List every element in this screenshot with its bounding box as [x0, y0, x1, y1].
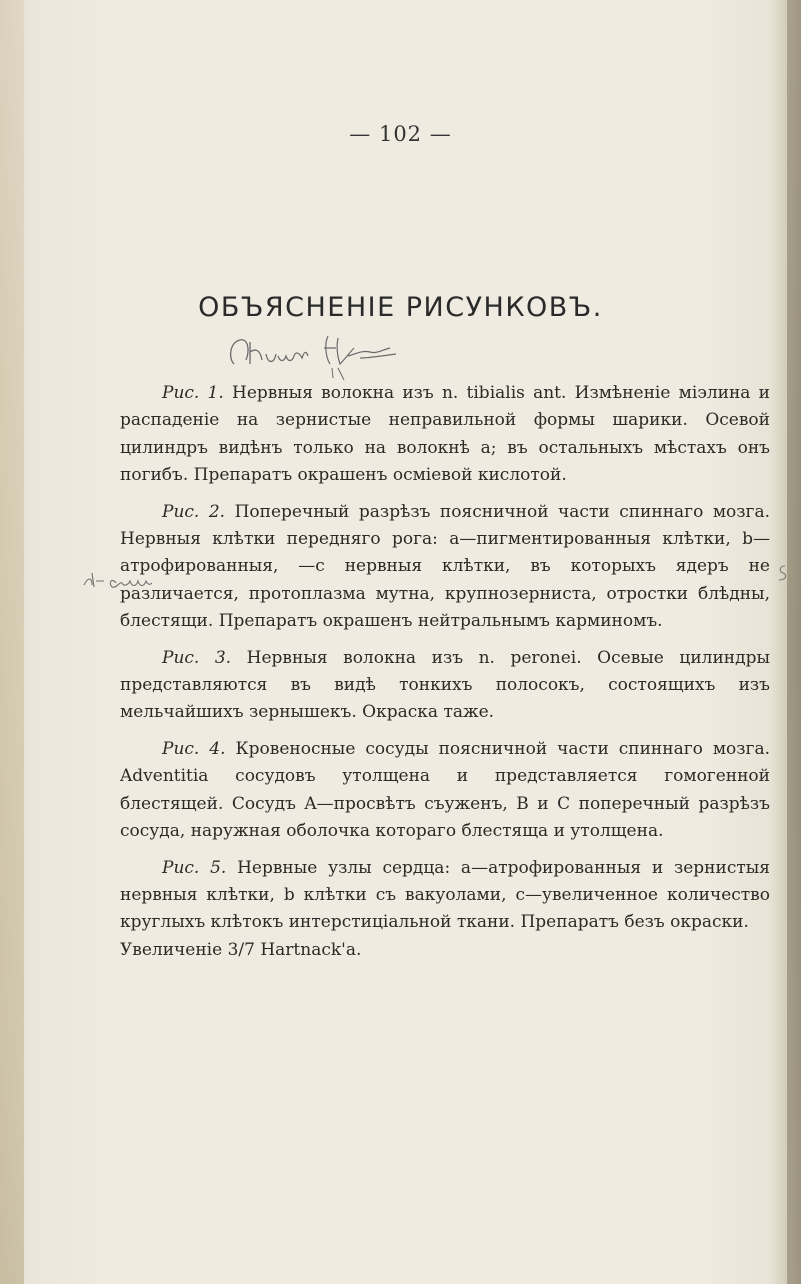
page-edge-right [787, 0, 801, 1284]
figure-2-text: Поперечный разрѣзъ поясничной части спиннаго мозга. Нервныя клѣтки передняго рога: a—пигментированныя клѣтки, b—атрофированныя, —c нервныя клѣтки, въ которыхъ ядеръ не различается, протоплазма мутна, крупнозерниста, отростки блѣдны, блестящи. Препаратъ окрашенъ нейтральнымъ карминомъ. [120, 501, 770, 632]
figure-5-paragraph [120, 855, 770, 965]
figure-1-text: Нервныя волокна изъ n. tibialis ant. Измѣненіе міэлина и распаденіе на зернистые неправильной формы шарики. Осевой цилиндръ видѣнъ только на волокнѣ a; въ остальныхъ мѣстахъ онъ погибъ. Препаратъ окрашенъ осміевой кислотой. [120, 383, 770, 486]
figure-2-label: Рис. 2. [162, 501, 226, 522]
figure-4-paragraph [120, 736, 770, 846]
figure-4-text: Кровеносные сосуды поясничной части спиннаго мозга. Adventitia сосудовъ утолщена и представляется гомогенной блестящей. Сосудъ A—просвѣтъ съуженъ, B и C поперечный разрѣзъ сосуда, наружная оболочка котораго блестяща и утолщена. [120, 738, 771, 842]
section-heading: ОБЪЯСНЕНІЕ РИСУНКОВЪ. [198, 292, 603, 323]
figure-3-paragraph [120, 645, 770, 727]
page-edge-left [0, 0, 24, 1284]
figure-5-text: Нервные узлы сердца: a—атрофированныя и зернистыя нервныя клѣтки, b клѣтки съ вакуолами, c—увеличенное количество круглыхъ клѣтокъ интерстиціальной ткани. Препаратъ безъ окраски. [120, 857, 771, 933]
page-number: — 102 — [349, 122, 452, 146]
figure-explanations [120, 380, 770, 973]
figure-5-label: Рис. 5. [162, 857, 227, 878]
margin-mark-right [775, 563, 789, 583]
handwriting-sketch [220, 328, 420, 380]
figure-2-paragraph [120, 499, 770, 636]
magnification-note: Увеличеніе 3/7 Hartnack'a. [120, 939, 362, 960]
figure-1-label: Рис. 1. [162, 383, 224, 403]
figure-4-label: Рис. 4. [162, 738, 226, 759]
figure-3-label: Рис. 3. [162, 647, 232, 668]
figure-1-paragraph [120, 380, 770, 490]
handwritten-annotation [220, 328, 420, 380]
figure-3-text: Нервныя волокна изъ n. peronei. Осевые цилиндры представляются въ видѣ тонкихъ полосокъ, состоящихъ изъ мельчайшихъ зернышекъ. Окраска таже. [120, 647, 771, 723]
